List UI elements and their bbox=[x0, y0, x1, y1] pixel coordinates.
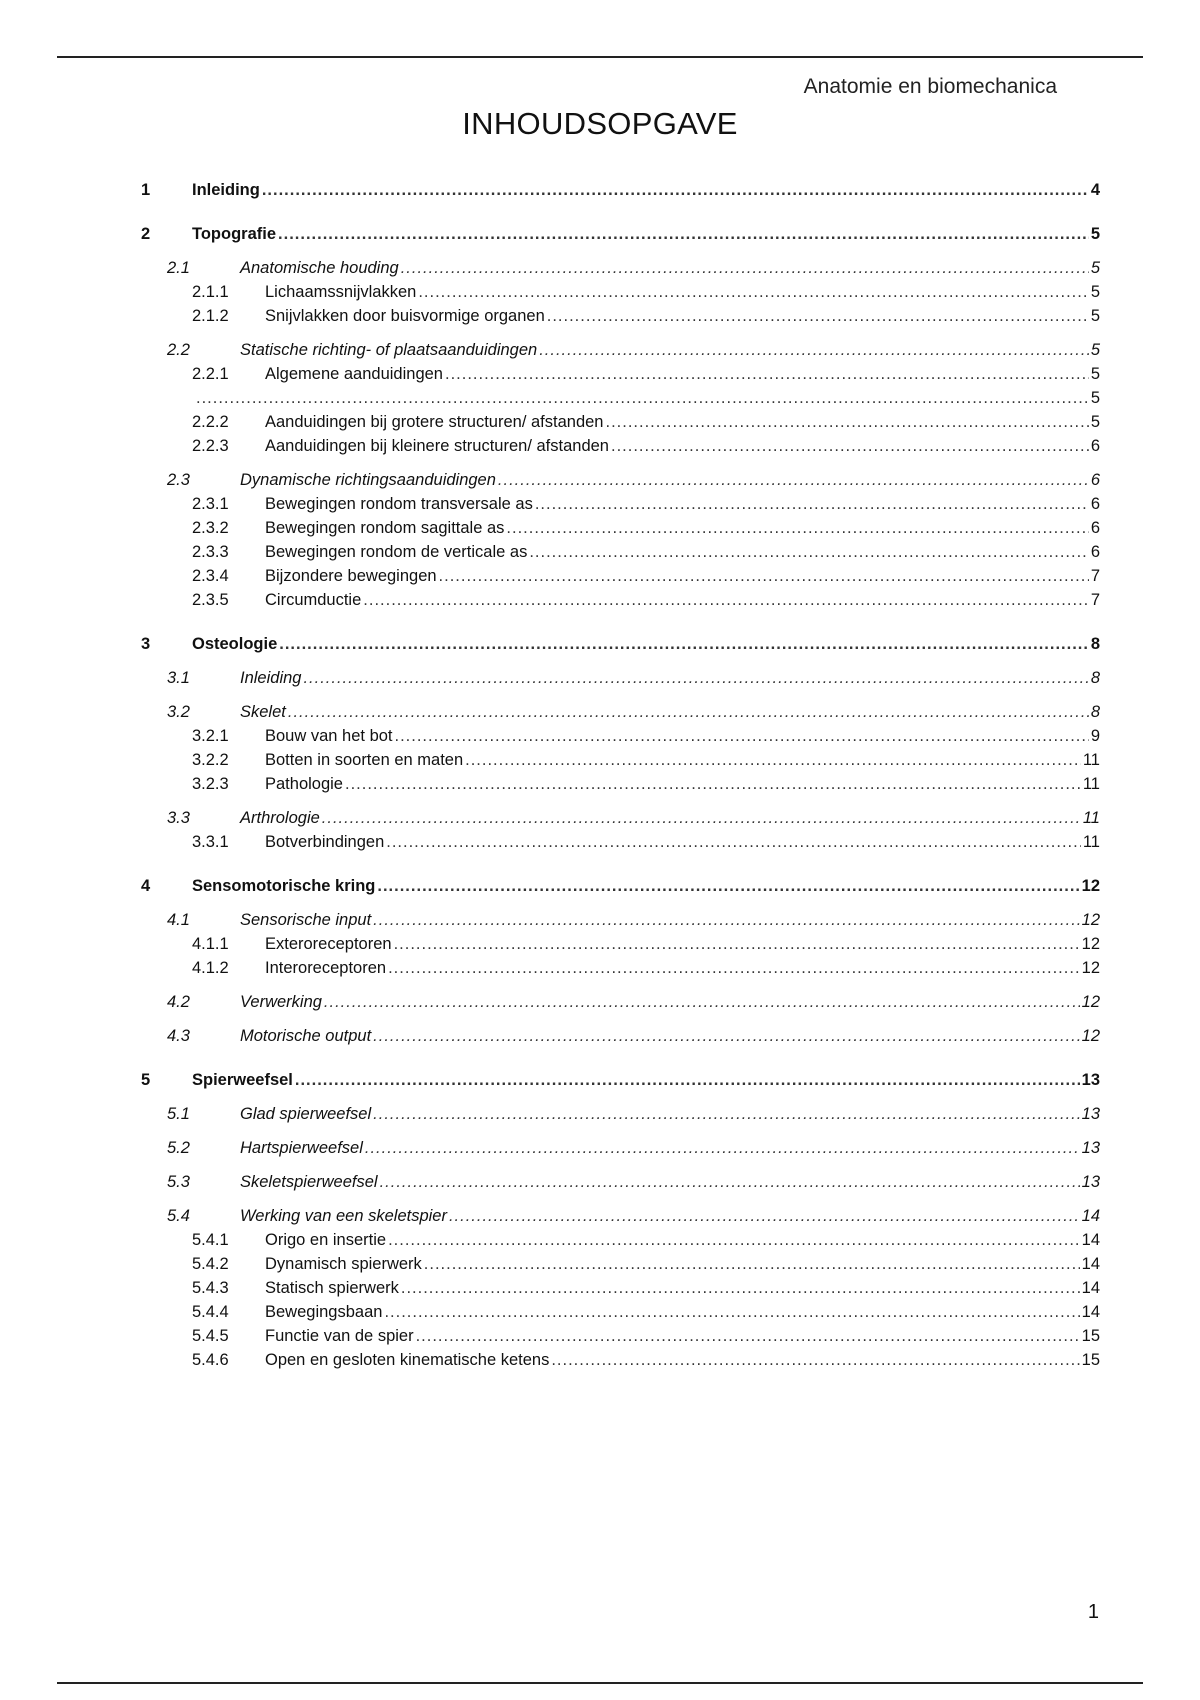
toc-entry-title: Skelet bbox=[240, 703, 286, 721]
dot-leader bbox=[395, 724, 1089, 748]
dot-leader bbox=[386, 830, 1081, 854]
toc-entry-number: 2.2.1 bbox=[192, 365, 229, 383]
dot-leader bbox=[551, 1348, 1079, 1372]
dot-leader bbox=[365, 1136, 1080, 1160]
toc-entry-page: 5 bbox=[1090, 307, 1100, 325]
toc-entry-title: Hartspierweefsel bbox=[240, 1139, 363, 1157]
toc-entry-title: Spierweefsel bbox=[192, 1071, 293, 1089]
toc-entry-number: 4.1.2 bbox=[192, 959, 229, 977]
toc-entry[interactable] bbox=[141, 1252, 1100, 1276]
toc-entry-number: 1 bbox=[141, 181, 151, 199]
toc-entry[interactable] bbox=[141, 1102, 1100, 1126]
dot-leader bbox=[449, 1204, 1080, 1228]
toc-entry-page: 11 bbox=[1082, 809, 1100, 827]
dot-leader bbox=[373, 1102, 1079, 1126]
dot-leader bbox=[506, 516, 1088, 540]
toc-entry-page: 12 bbox=[1081, 993, 1100, 1011]
toc-entry-number: 2.3.1 bbox=[192, 495, 229, 513]
toc-entry[interactable] bbox=[141, 806, 1100, 830]
toc-entry-page: 11 bbox=[1082, 833, 1100, 851]
toc-entry-title: Origo en insertie bbox=[265, 1231, 387, 1249]
toc-entry-title: Pathologie bbox=[265, 775, 343, 793]
dot-leader bbox=[384, 1300, 1079, 1324]
page-number: 1 bbox=[1087, 1601, 1099, 1623]
toc-entry-number: 5.4.2 bbox=[192, 1255, 229, 1273]
toc-entry-page: 9 bbox=[1090, 727, 1100, 745]
toc-entry-page: 13 bbox=[1081, 1139, 1100, 1157]
toc-entry-number: 5.4.5 bbox=[192, 1327, 229, 1345]
toc-entry[interactable] bbox=[141, 1300, 1100, 1324]
toc-entry-page: 12 bbox=[1081, 935, 1100, 953]
dot-leader bbox=[363, 588, 1089, 612]
toc-entry-title: Aanduidingen bij kleinere structuren/ afstanden bbox=[265, 437, 609, 455]
toc-entry[interactable] bbox=[141, 748, 1100, 772]
dot-leader bbox=[547, 304, 1089, 328]
toc-entry[interactable] bbox=[141, 468, 1100, 492]
toc-entry-page: 5 bbox=[1090, 283, 1100, 301]
toc-entry-page: 8 bbox=[1090, 703, 1100, 721]
toc-entry[interactable] bbox=[141, 280, 1100, 304]
toc-entry-page: 4 bbox=[1090, 181, 1100, 199]
toc-entry-page: 14 bbox=[1081, 1279, 1100, 1297]
toc-entry-number: 2.1.1 bbox=[192, 283, 229, 301]
toc-entry[interactable] bbox=[141, 338, 1100, 362]
toc-entry-title: Snijvlakken door buisvormige organen bbox=[265, 307, 545, 325]
toc-entry-page: 12 bbox=[1081, 1027, 1100, 1045]
top-rule bbox=[57, 56, 1143, 58]
toc-entry-number: 2.2 bbox=[167, 341, 190, 359]
toc-entry-title: Statische richting- of plaatsaanduidingen bbox=[240, 341, 538, 359]
toc-entry-number: 2.3 bbox=[167, 471, 190, 489]
dot-leader bbox=[388, 1228, 1080, 1252]
toc-entry-number: 2 bbox=[141, 225, 151, 243]
toc-entry-title: Botten in soorten en maten bbox=[265, 751, 464, 769]
toc-entry-title: Dynamisch spierwerk bbox=[265, 1255, 422, 1273]
toc-entry-page: 5 bbox=[1090, 259, 1100, 277]
toc-entry[interactable] bbox=[141, 1228, 1100, 1252]
toc-entry[interactable] bbox=[141, 1068, 1100, 1092]
toc-entry-title: Glad spierweefsel bbox=[240, 1105, 372, 1123]
toc-entry[interactable] bbox=[141, 410, 1100, 434]
toc-entry-title: Skeletspierweefsel bbox=[240, 1173, 378, 1191]
toc-entry-title: Inleiding bbox=[192, 181, 260, 199]
toc-entry-title: Inleiding bbox=[240, 669, 302, 687]
toc-entry-page: 13 bbox=[1081, 1173, 1100, 1191]
toc-entry-number: 2.1.2 bbox=[192, 307, 229, 325]
toc-entry-number: 2.3.3 bbox=[192, 543, 229, 561]
toc-entry[interactable] bbox=[141, 540, 1100, 564]
dot-leader bbox=[288, 700, 1089, 724]
toc-entry-title: Bewegingsbaan bbox=[265, 1303, 383, 1321]
toc-entry-number: 3.2.1 bbox=[192, 727, 229, 745]
toc-entry-page: 11 bbox=[1082, 751, 1100, 769]
dot-leader bbox=[529, 540, 1088, 564]
toc-entry-title: Verwerking bbox=[240, 993, 322, 1011]
toc-entry-page: 15 bbox=[1081, 1327, 1100, 1345]
toc-entry-number: 5.4.1 bbox=[192, 1231, 229, 1249]
dot-leader bbox=[279, 632, 1089, 656]
toc-entry-page: 12 bbox=[1081, 877, 1100, 895]
toc-entry-page: 6 bbox=[1090, 543, 1100, 561]
toc-entry[interactable] bbox=[141, 1324, 1100, 1348]
toc-entry-number: 3.2.2 bbox=[192, 751, 229, 769]
toc-entry-number: 2.3.2 bbox=[192, 519, 229, 537]
dot-leader bbox=[380, 1170, 1080, 1194]
toc-entry-number: 5.1 bbox=[167, 1105, 190, 1123]
toc-entry-title: Bewegingen rondom de verticale as bbox=[265, 543, 528, 561]
toc-entry-page: 14 bbox=[1081, 1303, 1100, 1321]
toc-entry-page: 12 bbox=[1081, 911, 1100, 929]
toc-entry[interactable] bbox=[141, 1136, 1100, 1160]
toc-entry[interactable] bbox=[141, 932, 1100, 956]
bottom-rule bbox=[57, 1682, 1143, 1684]
toc-entry-number: 5.4 bbox=[167, 1207, 190, 1225]
toc-entry-number: 3.2.3 bbox=[192, 775, 229, 793]
toc-entry-title: Lichaamssnijvlakken bbox=[265, 283, 417, 301]
toc-entry-page: 14 bbox=[1081, 1207, 1100, 1225]
dot-leader bbox=[605, 410, 1088, 434]
toc-entry-number: 5.3 bbox=[167, 1173, 190, 1191]
toc-entry-title: Botverbindingen bbox=[265, 833, 385, 851]
toc-entry-title: Functie van de spier bbox=[265, 1327, 414, 1345]
toc-entry-number: 4.1 bbox=[167, 911, 190, 929]
toc-entry-number: 2.2.2 bbox=[192, 413, 229, 431]
toc-entry-page: 6 bbox=[1090, 437, 1100, 455]
toc-entry[interactable] bbox=[141, 588, 1100, 612]
toc-entry-number: 4.2 bbox=[167, 993, 190, 1011]
toc-entry-number: 5.4.3 bbox=[192, 1279, 229, 1297]
dot-leader bbox=[535, 492, 1089, 516]
toc-entry-page: 13 bbox=[1081, 1071, 1100, 1089]
toc-entry-number: 3.1 bbox=[167, 669, 190, 687]
toc-entry[interactable] bbox=[141, 1170, 1100, 1194]
toc-entry-number: 5.4.6 bbox=[192, 1351, 229, 1369]
dot-leader bbox=[439, 564, 1089, 588]
toc-entry-page: 7 bbox=[1090, 567, 1100, 585]
dot-leader bbox=[196, 386, 1089, 410]
dot-leader bbox=[324, 990, 1080, 1014]
dot-leader bbox=[539, 338, 1089, 362]
toc-entry-title: Aanduidingen bij grotere structuren/ afstanden bbox=[265, 413, 604, 431]
dot-leader bbox=[377, 874, 1079, 898]
dot-leader bbox=[322, 806, 1081, 830]
dot-leader bbox=[345, 772, 1081, 796]
toc-entry[interactable] bbox=[141, 1024, 1100, 1048]
dot-leader bbox=[394, 932, 1080, 956]
toc-entry[interactable] bbox=[141, 666, 1100, 690]
dot-leader bbox=[445, 362, 1089, 386]
toc-entry-number: 3.3.1 bbox=[192, 833, 229, 851]
toc-entry[interactable] bbox=[141, 1276, 1100, 1300]
toc-entry-page: 14 bbox=[1081, 1231, 1100, 1249]
toc-entry[interactable] bbox=[141, 874, 1100, 898]
toc-entry-page: 12 bbox=[1081, 959, 1100, 977]
toc-entry[interactable] bbox=[141, 178, 1100, 202]
toc-entry[interactable] bbox=[141, 434, 1100, 458]
toc-entry[interactable] bbox=[141, 1348, 1100, 1372]
dot-leader bbox=[303, 666, 1088, 690]
dot-leader bbox=[262, 178, 1089, 202]
toc-entry-number: 4.1.1 bbox=[192, 935, 229, 953]
toc-entry-title: Motorische output bbox=[240, 1027, 372, 1045]
toc-entry-page: 11 bbox=[1082, 775, 1100, 793]
page-title: INHOUDSOPGAVE bbox=[462, 106, 738, 141]
toc-entry-page: 13 bbox=[1081, 1105, 1100, 1123]
toc-entry-page: 6 bbox=[1090, 495, 1100, 513]
dot-leader bbox=[611, 434, 1089, 458]
toc-entry-number: 3 bbox=[141, 635, 151, 653]
toc-entry-page: 14 bbox=[1081, 1255, 1100, 1273]
running-header: Anatomie en biomechanica bbox=[803, 75, 1057, 98]
table-of-contents bbox=[141, 178, 1100, 1372]
toc-entry-title: Osteologie bbox=[192, 635, 278, 653]
toc-entry-title: Anatomische houding bbox=[240, 259, 399, 277]
toc-entry-number: 4.3 bbox=[167, 1027, 190, 1045]
toc-entry-number: 5.2 bbox=[167, 1139, 190, 1157]
toc-entry-title: Circumductie bbox=[265, 591, 362, 609]
toc-entry[interactable] bbox=[141, 362, 1100, 386]
dot-leader bbox=[401, 256, 1089, 280]
toc-entry[interactable] bbox=[141, 772, 1100, 796]
toc-entry-title: Dynamische richtingsaanduidingen bbox=[240, 471, 496, 489]
toc-entry-page: 5 bbox=[1090, 365, 1100, 383]
toc-entry-title: Bouw van het bot bbox=[265, 727, 393, 745]
toc-entry-page: 6 bbox=[1090, 519, 1100, 537]
toc-entry-page: 5 bbox=[1090, 341, 1100, 359]
toc-entry-page: 8 bbox=[1090, 635, 1100, 653]
dot-leader bbox=[373, 1024, 1079, 1048]
toc-entry[interactable] bbox=[141, 700, 1100, 724]
toc-entry-title: Topografie bbox=[192, 225, 277, 243]
toc-entry-title: Bewegingen rondom sagittale as bbox=[265, 519, 505, 537]
toc-entry-number: 3.3 bbox=[167, 809, 190, 827]
toc-entry-number: 4 bbox=[141, 877, 151, 895]
toc-entry[interactable] bbox=[141, 222, 1100, 246]
toc-entry-title: Interoreceptoren bbox=[265, 959, 387, 977]
toc-entry[interactable] bbox=[141, 1204, 1100, 1228]
toc-entry[interactable] bbox=[141, 256, 1100, 280]
toc-entry-title: Bewegingen rondom transversale as bbox=[265, 495, 533, 513]
dot-leader bbox=[388, 956, 1080, 980]
toc-entry[interactable] bbox=[141, 304, 1100, 328]
dot-leader bbox=[418, 280, 1088, 304]
dot-leader bbox=[498, 468, 1089, 492]
toc-entry[interactable] bbox=[141, 386, 1100, 410]
toc-entry-title: Sensomotorische kring bbox=[192, 877, 376, 895]
dot-leader bbox=[295, 1068, 1080, 1092]
toc-entry[interactable] bbox=[141, 492, 1100, 516]
toc-entry-title: Arthrologie bbox=[240, 809, 320, 827]
toc-entry-title: Open en gesloten kinematische ketens bbox=[265, 1351, 550, 1369]
dot-leader bbox=[424, 1252, 1080, 1276]
toc-entry-number: 2.3.4 bbox=[192, 567, 229, 585]
dot-leader bbox=[401, 1276, 1080, 1300]
toc-entry-number: 2.3.5 bbox=[192, 591, 229, 609]
toc-entry-title: Statisch spierwerk bbox=[265, 1279, 399, 1297]
toc-entry-number: 3.2 bbox=[167, 703, 190, 721]
toc-entry-number: 5.4.4 bbox=[192, 1303, 229, 1321]
toc-entry-page: 6 bbox=[1090, 471, 1100, 489]
toc-entry-title: Sensorische input bbox=[240, 911, 372, 929]
dot-leader bbox=[278, 222, 1089, 246]
toc-entry-title: Algemene aanduidingen bbox=[265, 365, 443, 383]
toc-entry-page: 5 bbox=[1090, 225, 1100, 243]
dot-leader bbox=[465, 748, 1081, 772]
toc-entry-title: Exteroreceptoren bbox=[265, 935, 392, 953]
toc-entry[interactable] bbox=[141, 830, 1100, 854]
toc-entry-page: 5 bbox=[1090, 389, 1100, 407]
toc-entry-number: 2.2.3 bbox=[192, 437, 229, 455]
toc-entry-number: 2.1 bbox=[167, 259, 190, 277]
toc-entry-title: Werking van een skeletspier bbox=[240, 1207, 447, 1225]
toc-entry-page: 7 bbox=[1090, 591, 1100, 609]
toc-entry-number: 5 bbox=[141, 1071, 151, 1089]
toc-entry[interactable] bbox=[141, 564, 1100, 588]
toc-entry[interactable] bbox=[141, 990, 1100, 1014]
toc-entry-title: Bijzondere bewegingen bbox=[265, 567, 437, 585]
toc-entry-page: 5 bbox=[1090, 413, 1100, 431]
toc-entry-page: 8 bbox=[1090, 669, 1100, 687]
dot-leader bbox=[416, 1324, 1080, 1348]
dot-leader bbox=[373, 908, 1079, 932]
toc-entry[interactable] bbox=[141, 956, 1100, 980]
toc-entry[interactable] bbox=[141, 516, 1100, 540]
toc-entry[interactable] bbox=[141, 724, 1100, 748]
toc-entry[interactable] bbox=[141, 908, 1100, 932]
toc-entry[interactable] bbox=[141, 632, 1100, 656]
toc-entry-page: 15 bbox=[1081, 1351, 1100, 1369]
